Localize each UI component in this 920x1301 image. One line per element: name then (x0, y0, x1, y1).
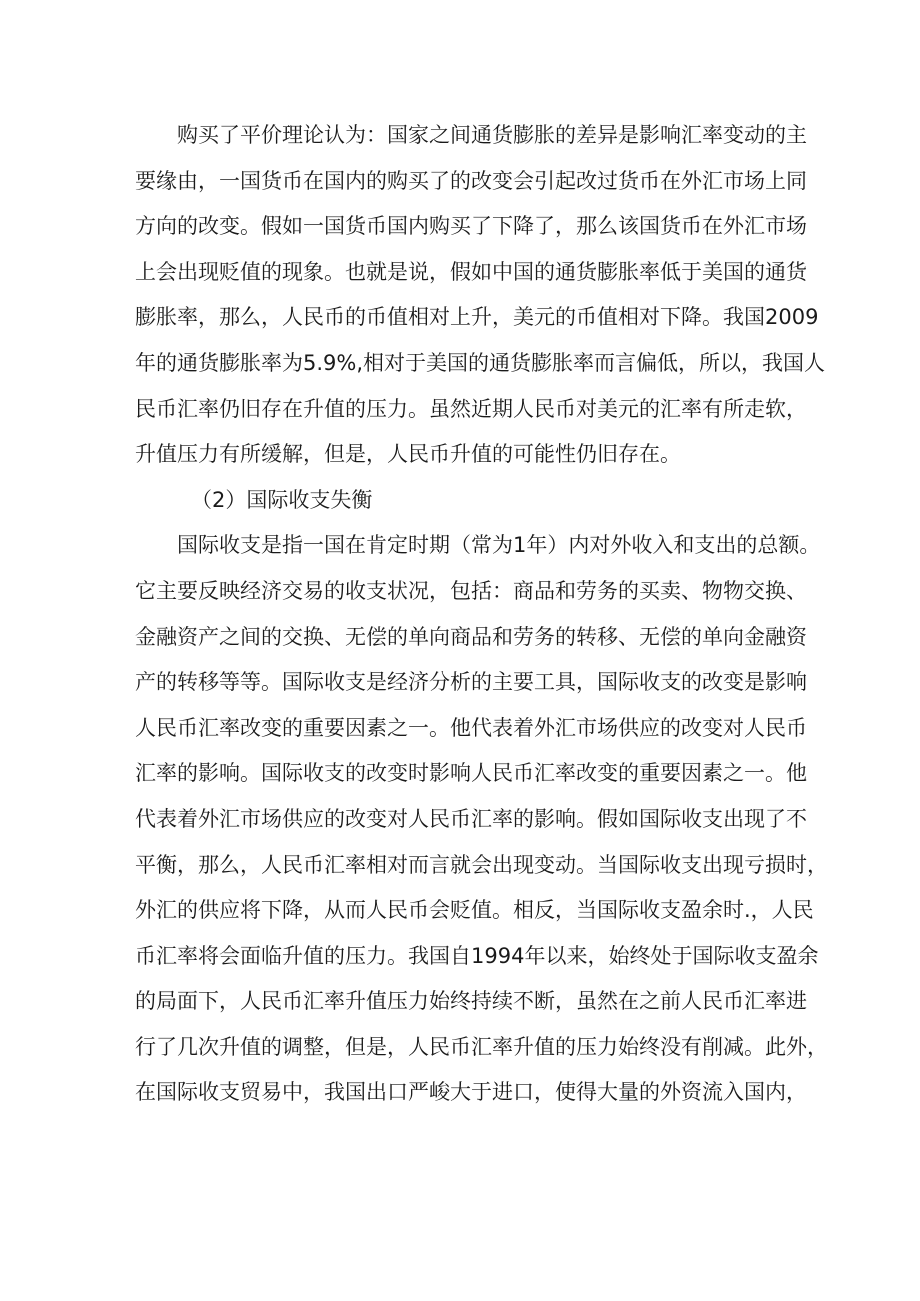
paragraph-line: 年的通货膨胀率为5.9%,相对于美国的通货膨胀率而言偏低，所以，我国人 (135, 350, 826, 375)
paragraph-line: 金融资产之间的交换、无偿的单向商品和劳务的转移、无偿的单向金融资 (135, 624, 807, 649)
paragraph-line: 要缘由，一国货币在国内的购买了的改变会引起改过货币在外汇市场上同 (135, 168, 807, 193)
paragraph-line: 升值压力有所缓解，但是，人民币升值的可能性仍旧存在。 (135, 442, 681, 467)
paragraph-line: 人民币汇率改变的重要因素之一。他代表着外汇市场供应的改变对人民币 (135, 715, 807, 740)
paragraph-line: 购买了平价理论认为：国家之间通货膨胀的差异是影响汇率变动的主 (177, 123, 807, 147)
document-body (135, 113, 828, 1116)
paragraph-line: 它主要反映经济交易的收支状况，包括：商品和劳务的买卖、物物交换、 (135, 578, 807, 603)
paragraph-line: 汇率的影响。国际收支的改变时影响人民币汇率改变的重要因素之一。他 (135, 761, 807, 786)
paragraph-line: 的局面下，人民币汇率升值压力始终持续不断，虽然在之前人民币汇率进 (135, 989, 807, 1014)
paragraph-line: 方向的改变。假如一国货币国内购买了下降了，那么该国货币在外汇市场 (135, 214, 807, 239)
paragraph-line: 产的转移等等。国际收支是经济分析的主要工具，国际收支的改变是影响 (135, 670, 807, 695)
paragraph-ppp-theory (135, 113, 826, 478)
paragraph-line: 国际收支是指一国在肯定时期（常为1年）内对外收入和支出的总额。 (177, 533, 821, 558)
section-heading: （2）国际收支失衡 (191, 487, 373, 512)
paragraph-line: 上会出现贬值的现象。也就是说，假如中国的通货膨胀率低于美国的通货 (135, 259, 807, 284)
paragraph-line: 代表着外汇市场供应的改变对人民币汇率的影响。假如国际收支出现了不 (135, 806, 807, 831)
paragraph-line: 民币汇率仍旧存在升值的压力。虽然近期人民币对美元的汇率有所走软， (135, 396, 807, 421)
paragraph-balance-of-payments (135, 523, 828, 1116)
paragraph-line: 膨胀率，那么，人民币的币值相对上升，美元的币值相对下降。我国2009 (135, 305, 819, 330)
paragraph-line: 行了几次升值的调整，但是，人民币汇率升值的压力始终没有削减。此外， (135, 1034, 828, 1059)
paragraph-line: 外汇的供应将下降，从而人民币会贬值。相反，当国际收支盈余时.，人民 (135, 898, 814, 923)
paragraph-line: 币汇率将会面临升值的压力。我国自1994年以来，始终处于国际收支盈余 (135, 943, 819, 968)
paragraph-line: 平衡，那么，人民币汇率相对而言就会出现变动。当国际收支出现亏损时， (135, 852, 828, 877)
paragraph-line: 在国际收支贸易中，我国出口严峻大于进口，使得大量的外资流入国内， (135, 1080, 807, 1105)
